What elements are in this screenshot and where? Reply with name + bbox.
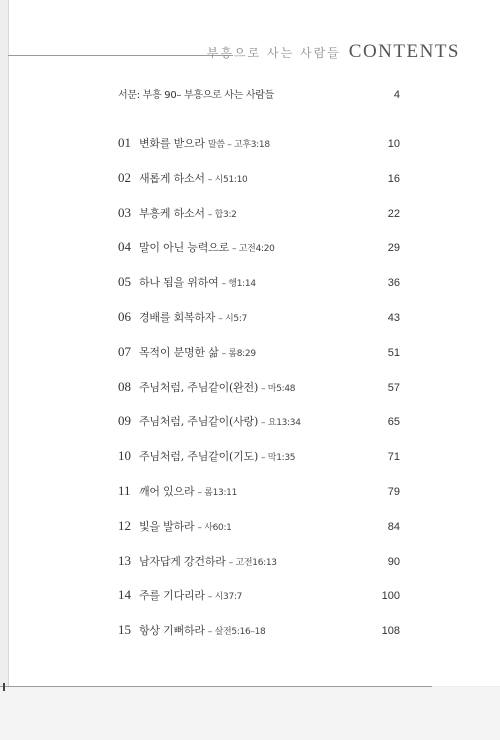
- chapter-page-number: 90: [387, 556, 400, 568]
- chapter-page-number: 36: [387, 277, 400, 289]
- chapter-number: 09: [118, 413, 131, 428]
- chapter-title: 경배를 회복하자: [139, 311, 216, 324]
- chapter-page-number: 57: [387, 382, 400, 394]
- chapter-page-number: 100: [381, 590, 400, 602]
- chapter-page-number: 71: [387, 451, 400, 463]
- toc-chapter-row[interactable]: [118, 587, 400, 607]
- header-rule: [8, 55, 233, 56]
- chapter-scripture-ref: – 행1:14: [221, 279, 256, 289]
- chapter-page-number: 29: [387, 242, 400, 254]
- chapter-scripture-ref: – 고전4:20: [232, 244, 275, 254]
- chapter-number: 05: [118, 274, 131, 289]
- running-header: [207, 41, 460, 63]
- toc-chapter-row[interactable]: [118, 205, 400, 225]
- chapter-scripture-ref: – 롬13:11: [197, 488, 238, 498]
- toc-chapter-row[interactable]: [118, 413, 400, 433]
- chapter-number: 11: [118, 483, 131, 498]
- chapter-title: 새롭게 하소서: [139, 172, 205, 185]
- chapter-number: 10: [118, 448, 131, 463]
- chapter-page-number: 51: [387, 347, 400, 359]
- chapter-number: 08: [118, 379, 131, 394]
- chapter-scripture-ref: – 롬8:29: [221, 349, 256, 359]
- chapter-scripture-ref: – 사60:1: [197, 523, 232, 533]
- chapter-number: 06: [118, 309, 131, 324]
- chapter-page-number: 10: [387, 138, 400, 150]
- chapter-number: 14: [118, 587, 131, 602]
- chapter-number: 01: [118, 135, 131, 150]
- chapter-scripture-ref: – 고전16:13: [228, 558, 277, 568]
- toc-chapter-row[interactable]: [118, 344, 400, 364]
- chapter-scripture-ref: – 시5:7: [218, 314, 248, 324]
- chapter-number: 02: [118, 170, 131, 185]
- chapter-title: 주님처럼, 주님같이(사랑): [139, 415, 259, 428]
- chapter-page-number: 65: [387, 416, 400, 428]
- chapter-number: 04: [118, 239, 131, 254]
- preface-page-number: 4: [393, 89, 400, 101]
- chapter-title: 빛을 발하라: [139, 520, 195, 533]
- toc-chapter-row[interactable]: [118, 518, 400, 538]
- chapter-title: 깨어 있으라: [139, 485, 195, 498]
- preface-title: 서문: 부흥 90– 부흥으로 사는 사람들: [118, 90, 274, 101]
- chapter-scripture-ref: – 시51:10: [207, 175, 248, 185]
- chapter-scripture-ref: – 시37:7: [207, 592, 243, 602]
- chapter-title: 부흥케 하소서: [139, 207, 205, 220]
- page-edge: [8, 0, 9, 686]
- chapter-number: 13: [118, 553, 131, 568]
- chapter-page-number: 84: [387, 521, 400, 533]
- chapter-title: 목적이 분명한 삶: [139, 346, 219, 359]
- chapter-number: 15: [118, 622, 131, 637]
- chapter-title: 주님처럼, 주님같이(기도): [139, 450, 259, 463]
- chapter-title: 남자답게 강건하라: [139, 555, 226, 568]
- chapter-title: 주를 기다리라: [139, 589, 205, 602]
- chapter-page-number: 108: [381, 625, 400, 637]
- chapter-page-number: 16: [387, 173, 400, 185]
- chapter-page-number: 79: [387, 486, 400, 498]
- chapter-title: 변화를 받으라: [139, 137, 205, 150]
- chapter-number: 07: [118, 344, 131, 359]
- chapter-scripture-ref: – 요13:34: [261, 418, 301, 428]
- toc-chapter-row[interactable]: [118, 483, 400, 503]
- chapter-scripture-ref: – 마5:48: [261, 384, 296, 394]
- chapter-title: 하나 됨을 위하여: [139, 276, 219, 289]
- toc-chapter-row[interactable]: [118, 309, 400, 329]
- toc-chapter-row[interactable]: [118, 379, 400, 399]
- chapter-scripture-ref: 말씀 – 고후3:18: [207, 140, 270, 150]
- toc-chapter-row[interactable]: [118, 274, 400, 294]
- chapter-title: 주님처럼, 주님같이(완전): [139, 381, 259, 394]
- page-bottom-rule: [0, 686, 432, 687]
- chapter-scripture-ref: – 막1:35: [261, 453, 296, 463]
- toc-chapter-row[interactable]: [118, 135, 400, 155]
- toc-chapter-row[interactable]: [118, 448, 400, 468]
- toc-chapter-row[interactable]: [118, 622, 400, 642]
- chapter-number: 12: [118, 518, 131, 533]
- chapter-title: 말이 아닌 능력으로: [139, 241, 230, 254]
- chapter-title: 항상 기뻐하라: [139, 624, 205, 637]
- book-title: 부흥으로 사는 사람들: [206, 46, 341, 60]
- chapter-number: 03: [118, 205, 131, 220]
- contents-heading: CONTENTS: [348, 41, 460, 62]
- chapter-scripture-ref: – 합3:2: [207, 210, 237, 220]
- toc-preface-row[interactable]: [118, 86, 400, 106]
- crop-mark: [3, 683, 5, 691]
- toc-chapter-row[interactable]: [118, 170, 400, 190]
- chapter-page-number: 43: [387, 312, 400, 324]
- chapter-page-number: 22: [387, 208, 400, 220]
- chapter-scripture-ref: – 살전5:16–18: [207, 627, 266, 637]
- toc-chapter-row[interactable]: [118, 553, 400, 573]
- toc-chapter-row[interactable]: [118, 239, 400, 259]
- page-shadow: [0, 687, 500, 740]
